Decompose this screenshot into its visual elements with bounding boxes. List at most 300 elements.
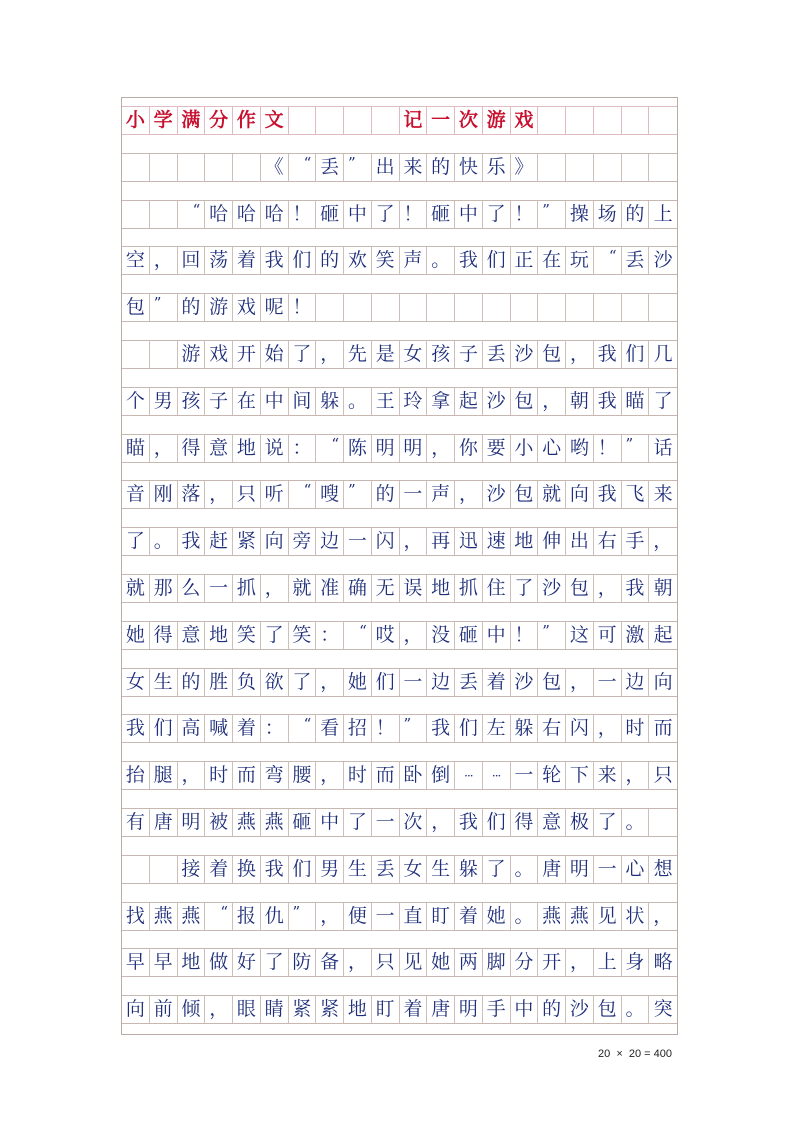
grid-cell: 。 [511,903,539,930]
grid-cell: ” [150,294,178,321]
grid-cell: 。 [427,247,455,274]
grid-cell: 。 [344,388,372,415]
grid-cell: 胜 [205,669,233,696]
grid-cell: 的 [622,201,650,228]
grid-cell: 说 [261,435,289,462]
grid-cell: 一 [594,856,622,883]
grid-cell: 她 [483,903,511,930]
grid-cell: 是 [372,341,400,368]
grid-cell: 的 [316,247,344,274]
grid-cell: 我 [594,341,622,368]
grid-cell: 了 [511,575,539,602]
grid-cell: 沙 [653,249,673,272]
grid-cell-empty [150,201,178,228]
grid-cell: 们 [289,856,317,883]
grid-cell: 中 [483,622,511,649]
text-row [122,855,677,884]
grid-count-label: 20 × 20 = 400 [598,1048,673,1060]
grid-cell: 包 [594,996,622,1023]
grid-cell-empty [400,294,428,321]
grid-cell: 子 [455,341,483,368]
grid-cell: ！ [511,201,539,228]
grid-cell: 燕 [178,903,206,930]
grid-cell: 了 [594,809,622,836]
grid-cell: 没 [427,622,455,649]
grid-cell: 一 [344,528,372,555]
grid-cell: 沙 [483,481,511,508]
grid-cell: 着 [455,903,483,930]
grid-cell: 们 [289,247,317,274]
grid-cell: 燕 [233,809,261,836]
grid-cell: 女 [400,341,428,368]
grid-cell: ” [400,715,428,742]
grid-cell: 无 [372,575,400,602]
grid-cell-empty [483,294,511,321]
grid-cell: 丢 [455,669,483,696]
grid-cell: 了 [122,528,150,555]
grid-cell: 了 [653,389,673,412]
grid-cell: 间 [289,388,317,415]
grid-cell: 先 [344,341,372,368]
grid-cell: 弯 [261,762,289,789]
grid-cell: ··· [483,762,511,789]
grid-cell: 心 [622,856,650,883]
grid-cell: 听 [261,481,289,508]
grid-cell: 我 [455,247,483,274]
grid-cell-empty [455,294,483,321]
grid-cell: 们 [455,715,483,742]
grid-cell: 身 [622,949,650,976]
grid-cell: 砸 [289,809,317,836]
grid-cell: 》 [511,154,539,181]
grid-cell-empty [205,154,233,181]
text-row [122,200,677,229]
grid-cell: ， [427,435,455,462]
grid-cell: ， [566,341,594,368]
grid-cell: 一 [372,809,400,836]
grid-cell: ， [566,669,594,696]
grid-cell: 只 [372,949,400,976]
grid-cell: 快 [455,154,483,181]
grid-cell: 次 [455,107,483,134]
grid-cell: 她 [427,949,455,976]
grid-cell: 招 [344,715,372,742]
grid-cell: 一 [594,669,622,696]
grid-cell: 分 [511,949,539,976]
grid-cell: 了 [261,622,289,649]
text-row [122,948,677,977]
grid-cell: 着 [400,996,428,1023]
grid-cell: 得 [511,809,539,836]
grid-cell: 上 [653,202,673,225]
grid-cell-empty [538,154,566,181]
grid-cell-empty [538,294,566,321]
grid-cell: 话 [653,436,673,459]
grid-cell: “ [289,481,317,508]
grid-cell: 明 [455,996,483,1023]
grid-cell: 唐 [150,809,178,836]
grid-cell: “ [344,622,372,649]
grid-cell: 可 [594,622,622,649]
grid-cell: 沙 [511,341,539,368]
grid-cell: 空 [122,247,150,274]
grid-cell: 分 [205,107,233,134]
grid-cell: 再 [427,528,455,555]
text-row [122,480,677,509]
grid-cell: 接 [178,856,206,883]
grid-cell: 地 [344,996,372,1023]
grid-cell: 笑 [372,247,400,274]
grid-cell: 我 [122,715,150,742]
grid-cell: 了 [261,949,289,976]
grid-cell: ” [289,903,317,930]
grid-cell: 笑 [233,622,261,649]
grid-cell: 玩 [566,247,594,274]
grid-cell: 声 [400,247,428,274]
grid-cell: 下 [566,762,594,789]
grid-cell: 早 [122,949,150,976]
grid-cell: 卧 [400,762,428,789]
grid-cell: 操 [566,201,594,228]
grid-cell: 开 [538,949,566,976]
grid-cell: ， [400,528,428,555]
grid-cell: 抬 [122,762,150,789]
grid-cell: 中 [455,201,483,228]
grid-cell: ， [316,903,344,930]
grid-cell: ： [289,435,317,462]
grid-cell: ， [622,762,650,789]
grid-cell-empty [594,294,622,321]
grid-cell: “ [178,201,206,228]
grid-cell: 抓 [455,575,483,602]
grid-cell: ··· [455,762,483,789]
grid-cell: “ [594,247,622,274]
grid-cell: 沙 [483,388,511,415]
grid-cell-empty [150,341,178,368]
grid-cell: 脚 [483,949,511,976]
grid-cell: 两 [455,949,483,976]
grid-cell: 边 [316,528,344,555]
grid-cell: 丢 [483,341,511,368]
grid-cell: 略 [653,951,673,974]
grid-cell: 躲 [455,856,483,883]
grid-cell: ” [538,201,566,228]
grid-cell-empty [566,107,594,134]
grid-cell: 瞄 [622,388,650,415]
grid-cell: 时 [622,715,650,742]
grid-cell-empty [649,154,677,181]
grid-cell: 边 [622,669,650,696]
grid-cell: ， [594,715,622,742]
grid-cell: 明 [178,809,206,836]
grid-cell: 上 [594,949,622,976]
grid-cell: 了 [289,341,317,368]
grid-cell: 向 [653,670,673,693]
grid-cell: 眼 [233,996,261,1023]
grid-cell: 一 [372,903,400,930]
grid-cell: ： [316,622,344,649]
grid-cell: ： [261,715,289,742]
grid-cell: 向 [566,481,594,508]
grid-cell: 我 [594,481,622,508]
grid-cell: 记 [400,107,428,134]
grid-cell: ， [344,949,372,976]
grid-cell: 见 [594,903,622,930]
grid-cell: ， [400,622,428,649]
grid-cell: 我 [261,856,289,883]
grid-cell: 包 [538,669,566,696]
grid-cell: ” [344,154,372,181]
grid-cell-empty [649,809,677,836]
grid-cell: 燕 [538,903,566,930]
grid-cell: 正 [511,247,539,274]
grid-cell: 我 [594,388,622,415]
grid-cell: 声 [427,481,455,508]
grid-cell: 一 [511,762,539,789]
grid-cell: 了 [483,201,511,228]
grid-cell: 在 [538,247,566,274]
grid-cell-empty [316,294,344,321]
grid-cell: 哟 [566,435,594,462]
grid-cell: 一 [400,481,428,508]
grid-cell: 起 [455,388,483,415]
grid-cell-empty [122,201,150,228]
grid-cell: 换 [233,856,261,883]
text-row [122,621,677,650]
grid-cell: 着 [233,715,261,742]
grid-cell: 欢 [344,247,372,274]
grid-cell: ， [316,669,344,696]
grid-cell: ， [455,481,483,508]
grid-cell: 出 [566,528,594,555]
text-row [122,434,677,463]
grid-cell-empty [622,294,650,321]
grid-cell: ， [316,762,344,789]
grid-cell: 女 [122,669,150,696]
grid-cell: 伸 [538,528,566,555]
grid-cell: 的 [178,294,206,321]
grid-cell: 场 [594,201,622,228]
grid-cell: 闪 [566,715,594,742]
grid-cell: 找 [122,903,150,930]
grid-cell: 。 [622,809,650,836]
grid-cell: 极 [566,809,594,836]
grid-cell: 防 [289,949,317,976]
grid-cell: 包 [538,341,566,368]
grid-cell: 激 [622,622,650,649]
grid-cell: 仇 [261,903,289,930]
grid-cell: 中 [261,388,289,415]
grid-cell: 们 [483,809,511,836]
grid-cell: 时 [344,762,372,789]
grid-cell: 就 [122,575,150,602]
grid-cell: 来 [400,154,428,181]
grid-cell: 看 [316,715,344,742]
grid-cell-empty [566,294,594,321]
grid-cell: 始 [261,341,289,368]
grid-cell: 。 [622,996,650,1023]
grid-cell: 包 [511,388,539,415]
grid-cell: 盯 [372,996,400,1023]
grid-cell: 生 [150,669,178,696]
grid-cell: 向 [122,996,150,1023]
grid-cell: 误 [400,575,428,602]
grid-cell: 腰 [289,762,317,789]
grid-cell: 她 [122,622,150,649]
grid-cell: ， [653,530,673,553]
grid-cell: 明 [400,435,428,462]
text-row [122,902,677,931]
grid-cell: 一 [205,575,233,602]
grid-cell: 砸 [427,201,455,228]
grid-cell: 赶 [205,528,233,555]
grid-cell-empty [122,341,150,368]
grid-cell: 孩 [427,341,455,368]
grid-cell: 包 [511,481,539,508]
grid-cell: 戏 [205,341,233,368]
grid-cell: ” [622,435,650,462]
grid-cell: 来 [594,762,622,789]
grid-cell: 女 [400,856,428,883]
grid-cell: ” [538,622,566,649]
grid-cell: 回 [178,247,206,274]
grid-cell: 的 [538,996,566,1023]
grid-cell: 意 [178,622,206,649]
grid-cell-empty [150,856,178,883]
grid-cell: 《 [261,154,289,181]
grid-cell: 一 [427,107,455,134]
grid-cell: ， [594,575,622,602]
text-row [122,246,677,275]
grid-cell: 小 [122,107,150,134]
grid-cell: 沙 [538,575,566,602]
grid-cell: 有 [122,809,150,836]
grid-cell: 戏 [511,107,539,134]
grid-cell: 突 [653,998,673,1021]
grid-cell: 好 [233,949,261,976]
grid-cell: 我 [178,528,206,555]
grid-cell: 就 [538,481,566,508]
grid-cell: 抓 [233,575,261,602]
grid-cell: 着 [483,669,511,696]
text-row [122,668,677,697]
grid-cell-empty [538,107,566,134]
grid-cell: 燕 [261,809,289,836]
grid-cell: 意 [205,435,233,462]
grid-cell: 而 [653,717,673,740]
composition-grid-sheet [121,97,678,1035]
grid-cell: 音 [122,481,150,508]
grid-cell: ， [178,762,206,789]
grid-cell: 高 [178,715,206,742]
grid-cell: 哎 [372,622,400,649]
grid-cell: 燕 [150,903,178,930]
grid-cell: 做 [205,949,233,976]
grid-cell: 砸 [455,622,483,649]
grid-cell: ， [538,388,566,415]
grid-cell: ！ [400,201,428,228]
grid-cell: 地 [205,622,233,649]
grid-cell: 朝 [653,577,673,599]
grid-cell: 朝 [566,388,594,415]
grid-cell: 呢 [261,294,289,321]
grid-cell: 飞 [622,481,650,508]
grid-cell: 哈 [205,201,233,228]
grid-cell-empty [122,856,150,883]
text-row [122,574,677,603]
grid-cell: 睛 [261,996,289,1023]
grid-cell: 见 [400,949,428,976]
grid-cell: 我 [261,247,289,274]
grid-cell: 着 [233,247,261,274]
grid-cell: 意 [538,809,566,836]
grid-cell: 紧 [233,528,261,555]
grid-cell: 。 [150,528,178,555]
grid-cell: 边 [427,669,455,696]
grid-cell: 旁 [289,528,317,555]
grid-cell: 唐 [538,856,566,883]
grid-cell-empty [178,154,206,181]
grid-cell: 地 [233,435,261,462]
grid-cell-empty [511,294,539,321]
grid-cell: ！ [289,201,317,228]
grid-cell: 我 [622,575,650,602]
grid-cell: 小 [511,435,539,462]
grid-cell: 子 [205,388,233,415]
grid-cell: 向 [261,528,289,555]
grid-cell: 我 [427,715,455,742]
grid-cell: ， [653,904,673,927]
grid-cell: 那 [150,575,178,602]
grid-cell: “ [316,435,344,462]
grid-cell: 手 [622,528,650,555]
grid-cell: 文 [261,107,289,134]
grid-cell: 心 [538,435,566,462]
text-row [122,387,677,416]
grid-cell: 刚 [150,481,178,508]
grid-cell: 了 [372,201,400,228]
grid-cell-empty [150,154,178,181]
grid-cell: 明 [566,856,594,883]
grid-cell: 起 [653,623,673,646]
grid-cell-empty [372,294,400,321]
grid-cell: 次 [400,809,428,836]
grid-cell: 腿 [150,762,178,789]
grid-cell: 她 [344,669,372,696]
grid-cell: 戏 [233,294,261,321]
grid-cell: 准 [316,575,344,602]
grid-cell: 生 [427,856,455,883]
text-row [122,995,677,1024]
grid-cell: 中 [344,201,372,228]
grid-cell-empty [427,294,455,321]
grid-cell: 盯 [427,903,455,930]
grid-cell: 游 [205,294,233,321]
grid-cell-empty [594,154,622,181]
grid-cell: 倒 [427,762,455,789]
grid-cell: 拿 [427,388,455,415]
grid-cell: 直 [400,903,428,930]
grid-cell: 来 [653,483,673,506]
grid-cell: 包 [566,575,594,602]
grid-cell: 砸 [316,201,344,228]
grid-cell: 沙 [511,669,539,696]
grid-cell: 哈 [233,201,261,228]
grid-cell: 地 [511,528,539,555]
grid-cell: 落 [178,481,206,508]
grid-cell: 只 [233,481,261,508]
grid-cell: 。 [511,856,539,883]
